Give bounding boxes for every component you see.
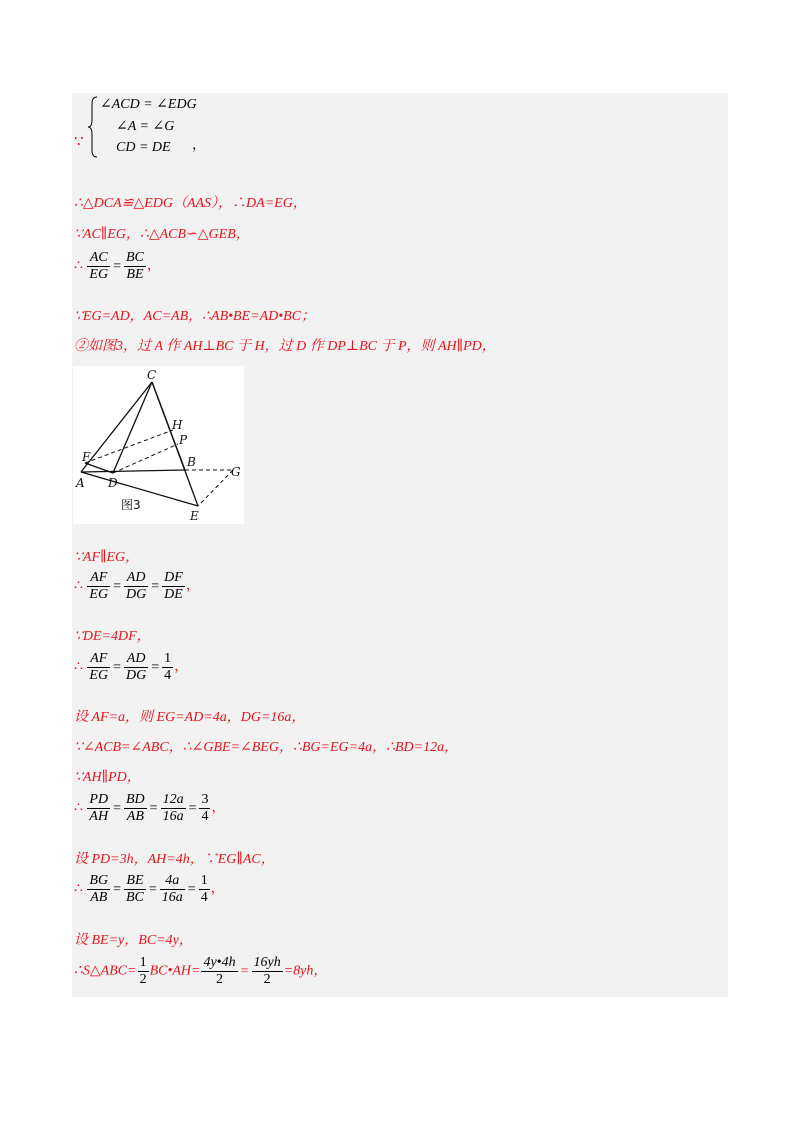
- system-row-2: ∠A = ∠G: [116, 119, 175, 134]
- label-f: F: [82, 450, 91, 464]
- line-product: ∵EG=AD，AC=AB，∴AB•BE=AD•BC；: [74, 309, 316, 324]
- label-d: D: [108, 476, 118, 490]
- label-h: H: [172, 418, 183, 432]
- line-angles: ∵∠ACB=∠ABC，∴∠GBE=∠BEG，∴BG=EG=4a，∴BD=12a，: [74, 740, 459, 755]
- line-let-af: 设 AF=a，则 EG=AD=4a，DG=16a，: [74, 710, 306, 725]
- label-a: A: [76, 476, 85, 490]
- because-symbol: ∵: [74, 134, 84, 150]
- figure-caption: 图3: [121, 498, 141, 512]
- fraction: $\frac{BC}{BE}$: [126, 250, 144, 282]
- line-similar: ∵AC∥EG，∴△ACB∽△GEB，: [74, 227, 250, 242]
- figure-3: [73, 366, 244, 524]
- line-ratio-4: ∴ $\frac{PD}{AH}$ = $\frac{BD}{AB}$ = $\frac{12a}{16a}$ = $\frac{3}{4}$ ，: [74, 792, 226, 824]
- label-c: C: [147, 368, 157, 382]
- label-g: G: [231, 465, 241, 479]
- system-trail: ，: [192, 138, 206, 153]
- geometry-diagram: [73, 366, 244, 524]
- line-parallel-af: ∵AF∥EG，: [74, 550, 140, 565]
- system-row-1: ∠ACD = ∠EDG: [100, 97, 197, 112]
- left-brace: [88, 96, 98, 158]
- line-parallel-ah: ∵AH∥PD，: [74, 770, 141, 785]
- line-construction: ②如图3，过 A 作 AH⊥BC 于 H，过 D 作 DP⊥BC 于 P，则 AH∥PD，: [74, 339, 496, 354]
- line-ratio-1: ∴ $\frac{AC}{EG}$ = $\frac{BC}{BE}$ ，: [74, 250, 161, 282]
- system-row-3: CD = DE: [116, 140, 171, 155]
- label-p: P: [179, 433, 188, 447]
- label-b: B: [187, 455, 196, 469]
- line-ratio-3: ∴ $\frac{AF}{EG}$ = $\frac{AD}{DG}$ = $\frac{1}{4}$ ，: [74, 651, 189, 683]
- line-ratio-2: ∴ $\frac{AF}{EG}$ = $\frac{AD}{DG}$ = $\frac{DF}{DE}$ ，: [74, 570, 200, 602]
- label-e: E: [190, 509, 199, 523]
- line-let-pd: 设 PD=3h，AH=4h，∵EG∥AC，: [74, 852, 275, 867]
- fraction: $\frac{AC}{EG}$: [89, 250, 109, 282]
- line-de-4df: ∵DE=4DF，: [74, 629, 151, 644]
- line-let-be: 设 BE=y，BC=4y，: [74, 933, 193, 948]
- line-ratio-5: ∴ $\frac{BG}{AB}$ = $\frac{BE}{BC}$ = $\frac{4a}{16a}$ = $\frac{1}{4}$ ，: [74, 873, 225, 905]
- line-congruent: ∴△DCA≌△EDG（AAS），∴DA=EG，: [74, 196, 307, 211]
- line-area: ∴S△ABC= $\frac{1}{2}$ BC•AH= $\frac{4y•4h}{2}$ = $\frac{16yh}{2}$ =8yh，: [74, 955, 328, 987]
